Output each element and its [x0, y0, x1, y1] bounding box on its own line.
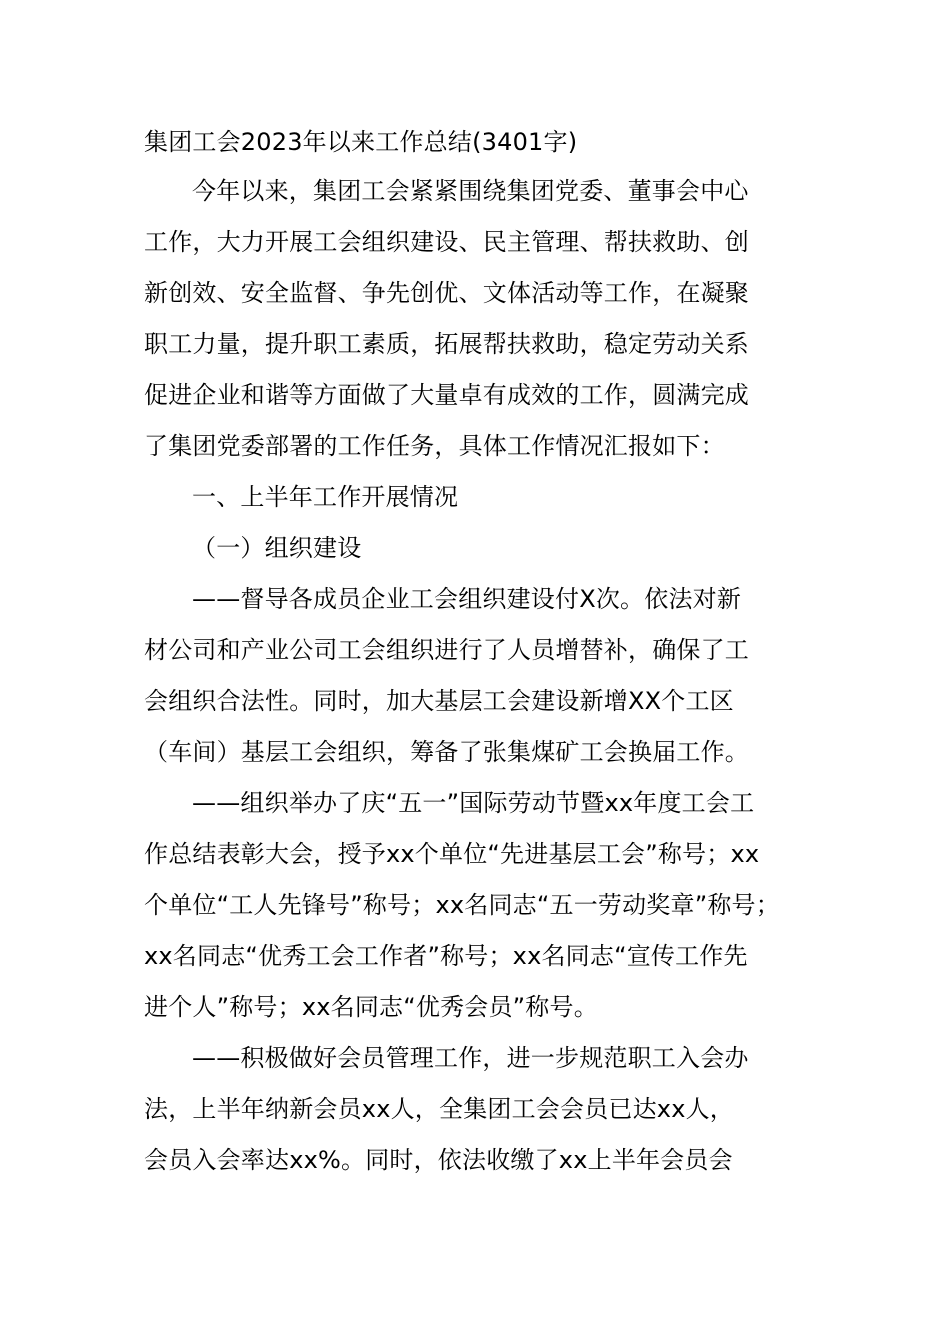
paragraph-line: 作总结表彰大会，授予xx个单位“先进基层工会”称号；xx: [144, 840, 760, 868]
document-title: 集团工会2023年以来工作总结(3401字): [144, 128, 578, 156]
paragraph-line: 个单位“工人先锋号”称号；xx名同志“五一劳动奖章”称号；: [144, 891, 780, 919]
paragraph-line: 法，上半年纳新会员xx人，全集团工会会员已达xx人，: [144, 1095, 735, 1123]
paragraph-line: ——督导各成员企业工会组织建设付X次。依法对新: [192, 585, 742, 613]
paragraph-line: 职工力量，提升职工素质，拓展帮扶救助，稳定劳动关系: [144, 330, 749, 358]
paragraph-line: 会员入会率达xx%。同时，依法收缴了xx上半年会员会: [144, 1146, 733, 1174]
paragraph-line: ——积极做好会员管理工作，进一步规范职工入会办: [192, 1044, 749, 1072]
paragraph-line: （车间）基层工会组织，筹备了张集煤矿工会换届工作。: [144, 738, 749, 766]
paragraph-line: ——组织举办了庆“五一”国际劳动节暨xx年度工会工: [192, 789, 755, 817]
subsection-heading: （一）组织建设: [192, 534, 362, 562]
paragraph-line: 今年以来，集团工会紧紧围绕集团党委、董事会中心: [192, 177, 749, 205]
paragraph-line: 了集团党委部署的工作任务，具体工作情况汇报如下：: [144, 432, 725, 460]
section-heading: 一、上半年工作开展情况: [192, 483, 459, 511]
paragraph-line: xx名同志“优秀工会工作者”称号；xx名同志“宣传工作先: [144, 942, 748, 970]
paragraph-line: 促进企业和谐等方面做了大量卓有成效的工作，圆满完成: [144, 381, 749, 409]
paragraph-line: 会组织合法性。同时，加大基层工会建设新增XX个工区: [144, 687, 734, 715]
paragraph-line: 新创效、安全监督、争先创优、文体活动等工作，在凝聚: [144, 279, 749, 307]
document-page: [144, 118, 834, 1186]
paragraph-line: 进个人”称号；xx名同志“优秀会员”称号。: [144, 993, 598, 1021]
paragraph-line: 工作，大力开展工会组织建设、民主管理、帮扶救助、创: [144, 228, 749, 256]
paragraph-line: 材公司和产业公司工会组织进行了人员增替补，确保了工: [144, 636, 749, 664]
